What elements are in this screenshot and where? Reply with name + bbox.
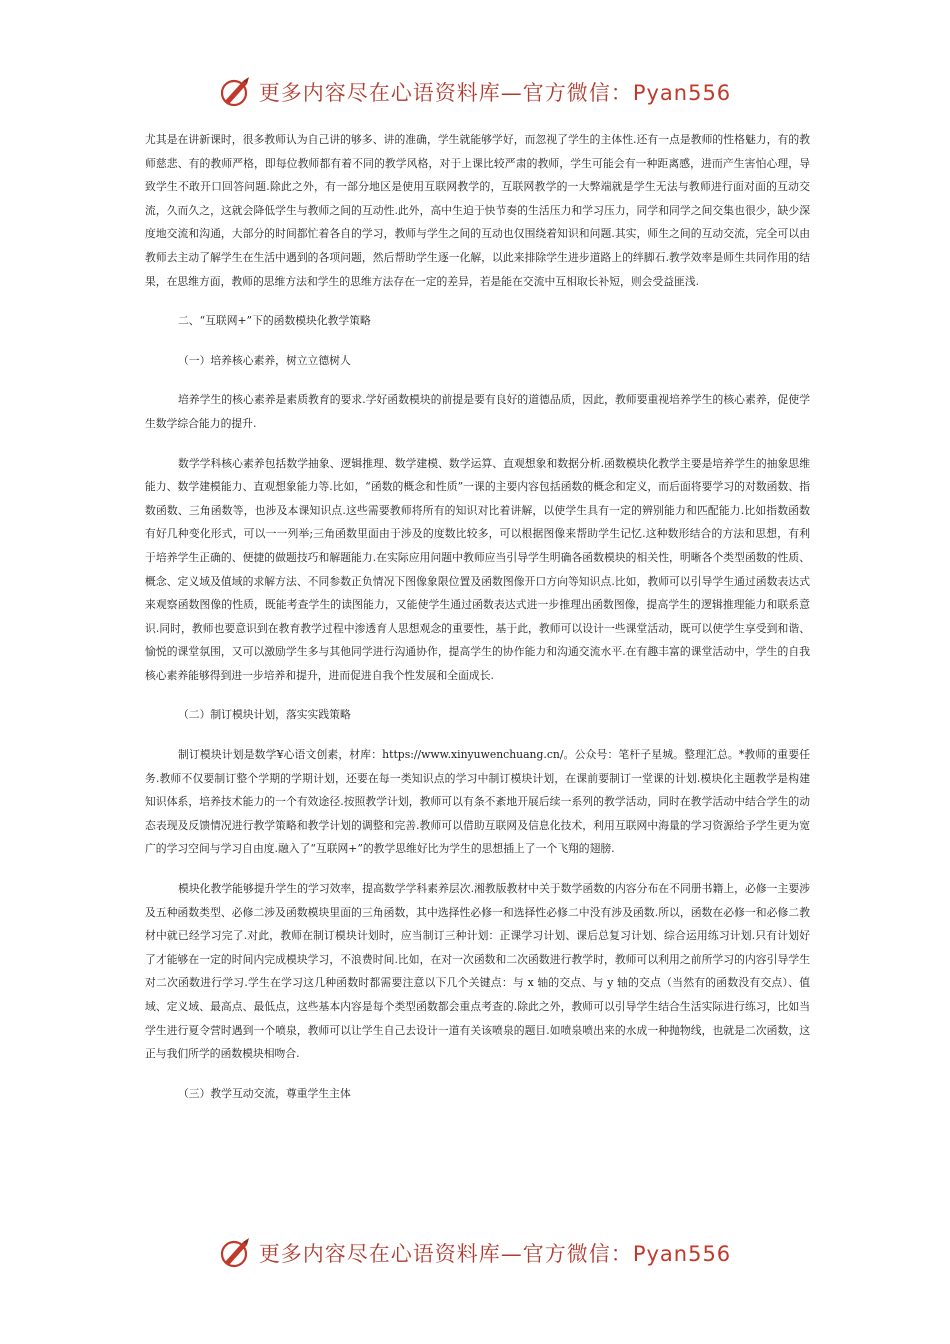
banner-label: 更多内容尽在心语资料库—官方微信： (258, 81, 633, 105)
banner-text (259, 77, 731, 107)
pen-logo-icon (219, 75, 253, 109)
banner-wechat-id: Pyan556 (632, 1242, 732, 1266)
header-watermark-banner (0, 72, 950, 112)
paragraph-2: 培养学生的核心素养是素质教育的要求.学好函数模块的前提是要有良好的道德品质，因此，教师要重视培养学生的核心素养，促使学生数学综合能力的提升. (145, 393, 810, 430)
banner-wechat-id: Pyan556 (632, 81, 732, 105)
section-heading-2: 二、“互联网+”下的函数模块化教学策略 (178, 314, 371, 328)
paragraph-3: 数学学科核心素养包括数学抽象、逻辑推理、数学建模、数学运算、直观想象和数据分析.函数模块化教学主要是培养学生的抽象思维能力、数学建模能力、直观想象能力等.比如，“函数的概念和性质”一课的主要内容包括函数的概念和定义，而后面将要学习的对数函数、指数函数、三角函数等，也涉及本课知识点.这些需要教师将所有的知识对比着讲解，以使学生具有一定的辨别能力和匹配能力.比如指数函数有好几种变化形式，可以一一列举;三角函数里面由于涉及的度数比较多，可以根据图像来帮助学生记忆.这种数形结合的方法和思想，有利于培养学生正确的、便捷的做题技巧和解题能力.在实际应用问题中教师应当引导学生明确各函数模块的相关性，明晰各个类型函数的性质、概念、定义域及值域的求解方法、不同参数正负情况下图像象限位置及函数图像开口方向等知识点.比如，教师可以引导学生通过函数表达式来观察函数图像的性质，既能考查学生的读图能力，又能使学生通过函数表达式进一步推理出函数图像，提高学生的逻辑推理能力和联系意识.同时，教师也要意识到在教育教学过程中渗透育人思想观念的重要性，基于此，教师可以设计一些课堂活动，既可以使学生享受到和谐、愉悦的课堂氛围，又可以激励学生多与其他同学进行沟通协作，提高学生的协作能力和沟通交流水平.在有趣丰富的课堂活动中，学生的自我核心素养能够得到进一步培养和提升，进而促进自我个性发展和全面成长. (145, 456, 810, 682)
subsection-heading-2: （二）制订模块计划，落实实践策略 (178, 708, 351, 722)
subsection-heading-3: （三）教学互动交流，尊重学生主体 (178, 1086, 351, 1100)
pen-logo-icon (219, 1236, 253, 1270)
subsection-heading-1: （一）培养核心素养，树立立德树人 (178, 353, 351, 367)
paragraph-1: 尤其是在讲新课时，很多教师认为自己讲的够多、讲的准确，学生就能够学好，而忽视了学生的主体性.还有一点是教师的性格魅力，有的教师慈悲、有的教师严格，即每位教师都有着不同的教学风格，对于上课比较严肃的教师，学生可能会有一种距离感，进而产生害怕心理，导致学生不敢开口回答问题.除此之外，有一部分地区是使用互联网教学的，互联网教学的一大弊端就是学生无法与教师进行面对面的互动交流，久而久之，这就会降低学生与教师之间的互动性.此外，高中生迫于快节奏的生活压力和学习压力，同学和同学之间交集也很少，缺少深度地交流和沟通，大部分的时间都忙着各自的学习，教师与学生之间的互动也仅围绕着知识和问题.其实，师生之间的互动交流，完全可以由教师去主动了解学生在生活中遇到的各项问题，然后帮助学生逐一化解，以此来排除学生进步道路上的绊脚石.教学效率是师生共同作用的结果，在思维方面，教师的思维方法和学生的思维方法存在一定的差异，若是能在交流中互相取长补短，则会受益匪浅. (145, 133, 810, 288)
banner-label: 更多内容尽在心语资料库—官方微信： (258, 1242, 633, 1266)
paragraph-4: 制订模块计划是数学¥心语文创素，材库：https://www.xinyuwenchuang.cn/。公众号：笔杆子星城。整理汇总。*教师的重要任务.教师不仅要制订整个学期的学期计划，还要在每一类知识点的学习中制订模块计划，在课前要制订一堂课的计划.模块化主题教学是构建知识体系，培养技术能力的一个有效途径.按照教学计划，教师可以有条不紊地开展后续一系列的教学活动，同时在教学活动中结合学生的动态表现及反馈情况进行教学策略和教学计划的调整和完善.教师可以借助互联网及信息化技术，利用互联网中海量的学习资源给予学生更为宽广的学习空间与学习自由度.融入了“互联网+”的教学思维好比为学生的思想插上了一个飞翔的翅膀. (145, 748, 810, 856)
paragraph-5: 模块化教学能够提升学生的学习效率，提高数学学科素养层次.湘教版教材中关于数学函数的内容分布在不同册书籍上，必修一主要涉及五种函数类型、必修二涉及函数模块里面的三角函数，其中选择性必修一和选择性必修二中没有涉及函数.所以，函数在必修一和必修二教材中就已经学习完了.对此，教师在制订模块计划时，应当制订三种计划：正课学习计划、课后总复习计划、综合运用练习计划.只有计划好了才能够在一定的时间内完成模块学习，不浪费时间.比如，在对一次函数和二次函数进行教学时，教师可以利用之前所学习的内容引导学生对二次函数进行学习.学生在学习这几种函数时都需要注意以下几个关键点：与 x 轴的交点、与 y 轴的交点（当然有的函数没有交点）、值域、定义域、最高点、最低点，这些基本内容是每个类型函数都会重点考查的.除此之外，教师可以引导学生结合生活实际进行练习，比如当学生进行夏令营时遇到一个喷泉，教师可以让学生自己去设计一道有关该喷泉的题目.如喷泉喷出来的水成一种抛物线，也就是二次函数，这正与我们所学的函数模块相吻合. (145, 882, 810, 1061)
document-body (145, 128, 810, 1105)
banner-text (259, 1238, 731, 1268)
footer-watermark-banner (0, 1233, 950, 1273)
